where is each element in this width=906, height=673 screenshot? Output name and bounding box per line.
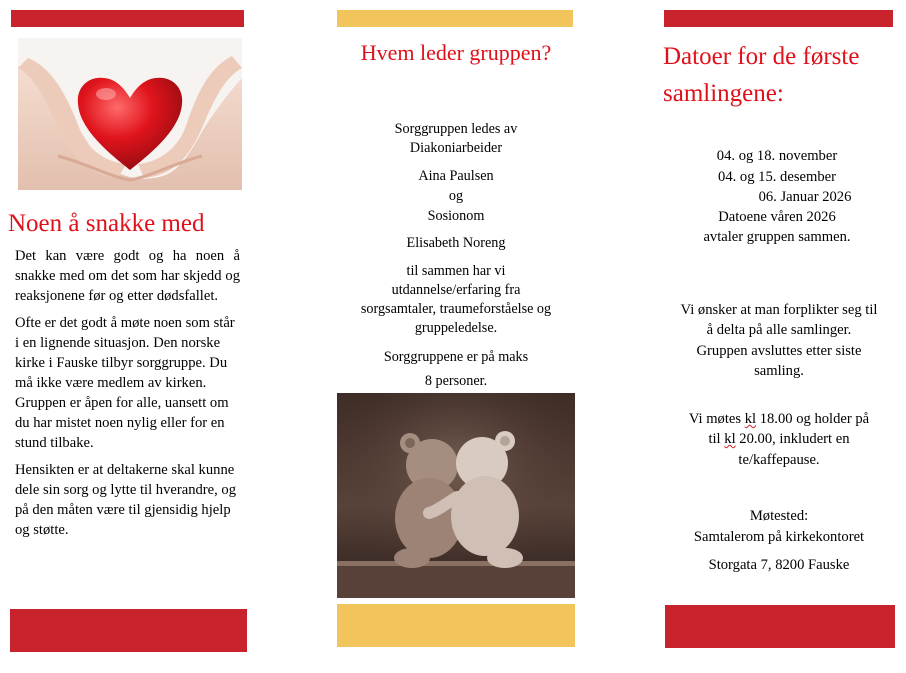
teddy-bears-photo bbox=[337, 393, 575, 598]
leader-line-9: sorgsamtaler, traumeforståelse og bbox=[360, 301, 552, 317]
place-label: Møtested: bbox=[749, 508, 809, 524]
leader-line-1: Sorggruppen ledes av bbox=[394, 121, 518, 137]
place-address: Storgata 7, 8200 Fauske bbox=[708, 557, 850, 573]
bottom-bar-middle bbox=[337, 604, 575, 647]
top-bar-middle bbox=[337, 10, 573, 27]
datoer-heading: Datoer for de første samlingene: bbox=[663, 43, 860, 107]
leader-line-12: 8 personer. bbox=[424, 373, 488, 389]
commit-line-4: samling. bbox=[754, 363, 804, 379]
bottom-bar-left bbox=[10, 609, 247, 652]
leader-line-11: Sorggruppene er på maks bbox=[383, 349, 529, 365]
time-line-2c: 20.00, inkludert en bbox=[735, 431, 850, 447]
hvem-leder-heading: Hvem leder gruppen? bbox=[360, 40, 552, 65]
time-line-3: te/kaffepause. bbox=[738, 452, 820, 468]
leader-line-7: til sammen har vi bbox=[406, 263, 506, 279]
time-line-1c: 18.00 og holder på bbox=[756, 411, 870, 427]
bottom-bar-right bbox=[665, 605, 895, 648]
leader-line-4: og bbox=[448, 188, 464, 204]
place-room: Samtalerom på kirkekontoret bbox=[693, 529, 865, 545]
leader-line-3: Aina Paulsen bbox=[418, 168, 494, 184]
date-line-5: avtaler gruppen sammen. bbox=[703, 229, 851, 245]
date-line-1: 04. og 18. november bbox=[716, 148, 838, 164]
noen-a-snakke-med-heading: Noen å snakke med bbox=[8, 210, 205, 237]
top-bar-right bbox=[664, 10, 893, 27]
top-bar-left bbox=[11, 10, 244, 27]
intro-paragraph-2: Ofte er det godt å møte noen som står i en lignende situasjon. Den norske kirke i Fauske tilbyr sorggruppe. Du må ikke være medlem av kirken. Gruppen er åpen for alle, uansett om du har mistet noen nylig eller for en stund tilbake. bbox=[15, 315, 235, 451]
leader-line-5: Sosionom bbox=[427, 208, 485, 224]
commit-line-1: Vi ønsker at man forplikter seg til bbox=[680, 302, 878, 318]
date-line-4: Datoene våren 2026 bbox=[718, 209, 836, 225]
leader-line-6: Elisabeth Noreng bbox=[406, 235, 506, 251]
time-line-1a: Vi møtes bbox=[688, 411, 745, 427]
leader-line-2: Diakoniarbeider bbox=[409, 140, 503, 156]
time-line-2 bbox=[664, 429, 894, 449]
commit-line-3: Gruppen avsluttes etter siste bbox=[696, 343, 862, 359]
leader-line-8: utdannelse/erfaring fra bbox=[391, 282, 521, 298]
intro-text bbox=[15, 246, 240, 547]
commit-line-2: å delta på alle samlinger. bbox=[706, 322, 852, 338]
time-line-2a: til bbox=[708, 431, 725, 447]
leader-line-10: gruppeledelse. bbox=[414, 320, 498, 336]
intro-paragraph-3: Hensikten er at deltakerne skal kunne dele sin sorg og lytte til hverandre, og på den måten være til gjensidig hjelp og støtte. bbox=[15, 462, 237, 538]
date-line-3: 06. Januar 2026 bbox=[758, 189, 852, 205]
time-kl-1: kl bbox=[744, 411, 757, 427]
date-line-2: 04. og 15. desember bbox=[718, 169, 836, 185]
intro-paragraph-1: Det kan være godt og ha noen å snakke med om det som har skjedd og reaksjonene før og etter dødsfallet. bbox=[15, 248, 240, 304]
time-kl-2: kl bbox=[724, 431, 736, 447]
hands-heart-photo bbox=[18, 38, 242, 190]
time-line-1 bbox=[664, 409, 894, 429]
